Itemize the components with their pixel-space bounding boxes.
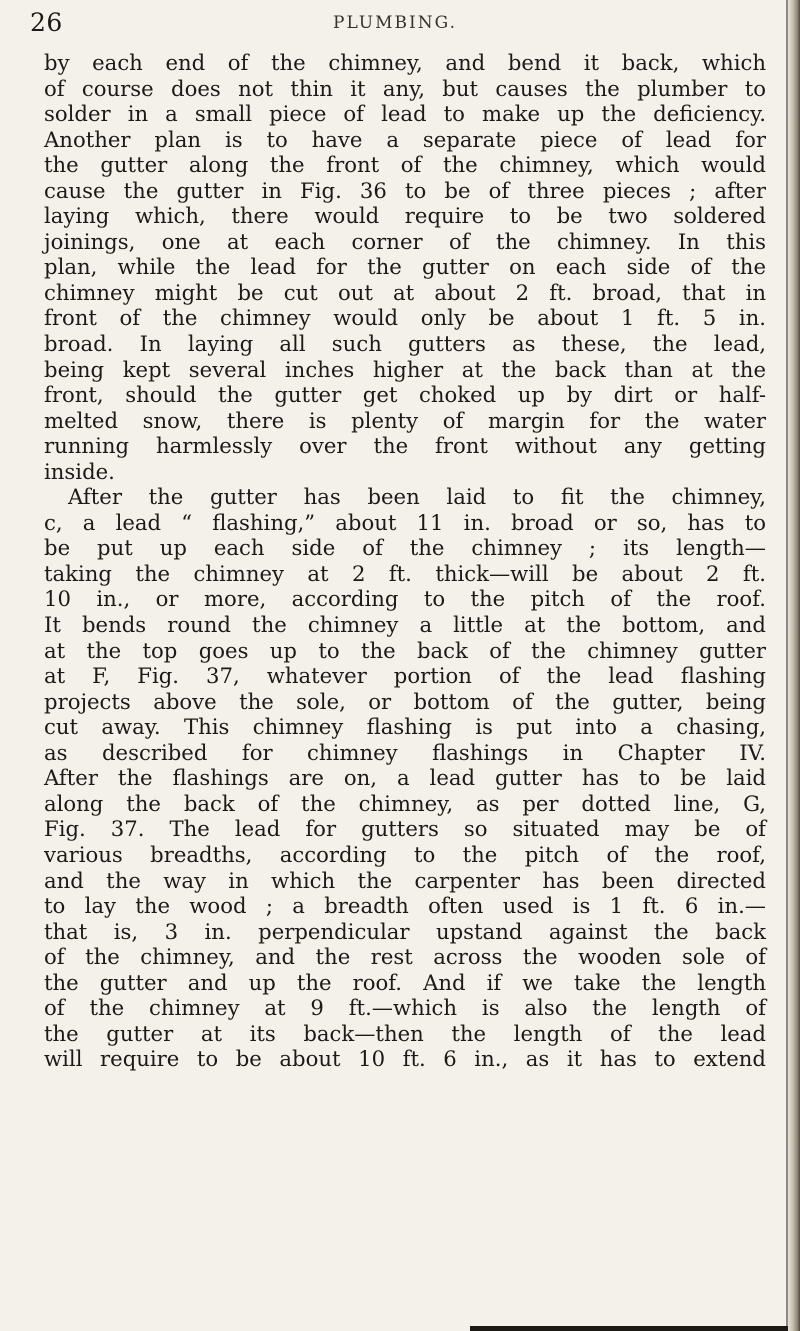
body-text bbox=[44, 50, 766, 1072]
text-line: 10 in., or more, according to the pitch of the roof. bbox=[44, 586, 766, 612]
page-spine bbox=[788, 0, 800, 1331]
text-line: taking the chimney at 2 ft. thick—will be about 2 ft. bbox=[44, 560, 766, 586]
text-line: at the top goes up to the back of the chimney gutter bbox=[44, 637, 766, 663]
text-line: will require to be about 10 ft. 6 in., as it has to extend bbox=[44, 1046, 766, 1072]
text-line: joinings, one at each corner of the chimney. In this bbox=[44, 228, 766, 254]
text-line: the gutter at its back—then the length of the lead bbox=[44, 1020, 766, 1046]
text-line: cut away. This chimney flashing is put into a chasing, bbox=[44, 714, 766, 740]
text-line: Fig. 37. The lead for gutters so situated may be of bbox=[44, 816, 766, 842]
text-line: inside. bbox=[44, 458, 115, 484]
text-line: c, a lead “ flashing,” about 11 in. broad or so, has to bbox=[44, 509, 766, 535]
text-line: melted snow, there is plenty of margin for the water bbox=[44, 407, 766, 433]
page-header bbox=[24, 8, 766, 48]
text-line: by each end of the chimney, and bend it back, which bbox=[44, 50, 766, 75]
text-line: cause the gutter in Fig. 36 to be of three pieces ; after bbox=[44, 177, 766, 203]
text-line: the gutter and up the roof. And if we take the length bbox=[44, 969, 766, 995]
text-line: of the chimney at 9 ft.—which is also the length of bbox=[44, 995, 766, 1021]
text-line: along the back of the chimney, as per dotted line, G, bbox=[44, 790, 766, 816]
running-head: PLUMBING. bbox=[333, 13, 457, 33]
text-line: of course does not thin it any, but causes the plumber to bbox=[44, 75, 766, 101]
bottom-edge-rule bbox=[470, 1326, 788, 1331]
text-line: After the gutter has been laid to fit the chimney, bbox=[68, 484, 766, 510]
text-line: be put up each side of the chimney ; its length— bbox=[44, 535, 766, 561]
text-line: front of the chimney would only be about 1 ft. 5 in. bbox=[44, 305, 766, 331]
text-line: Another plan is to have a separate piece of lead for bbox=[44, 126, 766, 152]
text-line: at F, Fig. 37, whatever portion of the lead flashing bbox=[44, 663, 766, 689]
text-line: After the flashings are on, a lead gutter has to be laid bbox=[44, 765, 766, 791]
text-line: front, should the gutter get choked up by dirt or half- bbox=[44, 382, 766, 408]
text-line: plan, while the lead for the gutter on each side of the bbox=[44, 254, 766, 280]
text-line: of the chimney, and the rest across the wooden sole of bbox=[44, 944, 766, 970]
text-line: to lay the wood ; a breadth often used is 1 ft. 6 in.— bbox=[44, 893, 766, 919]
page-number: 26 bbox=[30, 8, 63, 37]
text-line: solder in a small piece of lead to make up the deficiency. bbox=[44, 101, 766, 127]
text-line: laying which, there would require to be two soldered bbox=[44, 203, 766, 229]
text-line: being kept several inches higher at the back than at the bbox=[44, 356, 766, 382]
text-line: the gutter along the front of the chimney, which would bbox=[44, 152, 766, 178]
text-line: broad. In laying all such gutters as these, the lead, bbox=[44, 331, 766, 357]
text-line: as described for chimney flashings in Chapter IV. bbox=[44, 739, 766, 765]
text-line: running harmlessly over the front without any getting bbox=[44, 433, 766, 459]
text-line: various breadths, according to the pitch of the roof, bbox=[44, 841, 766, 867]
text-line: It bends round the chimney a little at the bottom, and bbox=[44, 612, 766, 638]
text-line: and the way in which the carpenter has been directed bbox=[44, 867, 766, 893]
text-line: that is, 3 in. perpendicular upstand against the back bbox=[44, 918, 766, 944]
text-line: chimney might be cut out at about 2 ft. broad, that in bbox=[44, 279, 766, 305]
text-line: projects above the sole, or bottom of the gutter, being bbox=[44, 688, 766, 714]
